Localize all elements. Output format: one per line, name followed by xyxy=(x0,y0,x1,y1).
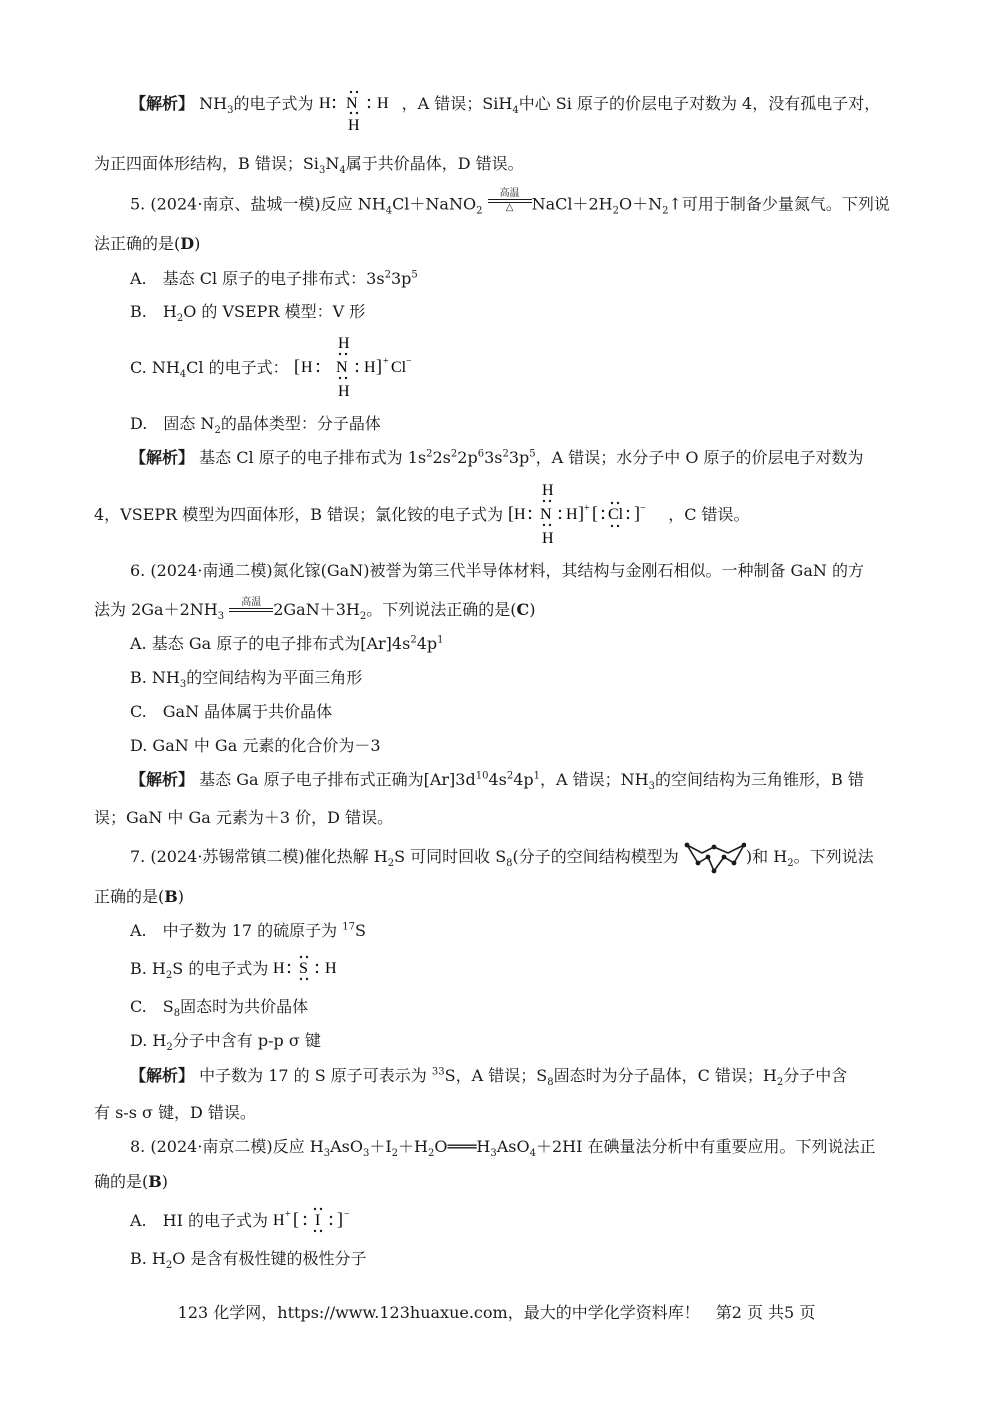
svg-text:H: H xyxy=(273,959,285,977)
q7-option-d: D. $H_2$分子中含有 p-p σ 键 xyxy=(130,1031,321,1054)
q8-option-a: A. HI 的电子式为 H + [ I ] − xyxy=(130,1210,373,1233)
q5-stem-line1: 5. (2024·南京、盐城一模)反应 $NH_4Cl+NaNO_2$ 高温 △ $NaCl+2H_2O+N_2↑$可用于制备少量氮气。下列说 xyxy=(130,188,890,217)
analysis-q5-line1: 【解析】 基态 Cl 原子的电子排布式为 $1s^22s^22p^63s^23p^5$，A 错误；水分子中 O 原子的价层电子对数为 xyxy=(130,448,864,467)
svg-text:I: I xyxy=(315,1211,321,1229)
q6-option-b: B. $NH_3$的空间结构为平面三角形 xyxy=(130,668,363,691)
analysis-q6-line2: 误；GaN 中 Ga 元素为＋3 价，D 错误。 xyxy=(94,808,394,827)
analysis-q7-line1: 【解析】 中子数为 17 的 S 原子可表示为 $^{33}$S，A 错误；$S_8$固态时为分子晶体，C 错误；$H_2$分子中含 xyxy=(130,1066,848,1089)
svg-text:H: H xyxy=(318,94,331,112)
svg-text:S: S xyxy=(299,959,309,977)
svg-text:[: [ xyxy=(293,1208,300,1229)
s8-crown-model-icon xyxy=(684,841,746,875)
svg-text:N: N xyxy=(540,505,552,523)
svg-text:−: − xyxy=(640,502,646,514)
h2s-lewis-structure xyxy=(273,959,345,981)
svg-text:H: H xyxy=(363,358,376,376)
q6-stem-line2: 法为 $2Ga+2NH_3$ 高温 $2GaN+3H_2$。下列说法正确的是(C) xyxy=(94,596,536,623)
analysis-label: 【解析】 xyxy=(130,94,195,113)
svg-text:H: H xyxy=(337,334,350,352)
svg-text:]: ] xyxy=(375,355,382,376)
svg-text:+: + xyxy=(584,502,590,514)
svg-text:[: [ xyxy=(293,355,300,376)
svg-text:H: H xyxy=(566,505,578,523)
q6-option-d: D. GaN 中 Ga 元素的化合价为－3 xyxy=(130,736,381,755)
q7-option-b: B. $H_2S$ 的电子式为 H S H xyxy=(130,958,345,981)
svg-text:]: ] xyxy=(337,1208,344,1229)
h2s-electron-formula-icon xyxy=(273,953,345,987)
q5-option-c: C. $NH_4Cl$ 的电子式： H [ H N H ] + Cl − H xyxy=(130,357,424,380)
svg-text:+: + xyxy=(285,1208,291,1220)
svg-text:H: H xyxy=(347,116,360,134)
svg-text:H: H xyxy=(542,481,554,499)
ammonium-chloride-electron-formula-icon xyxy=(508,481,668,547)
svg-text:Cl: Cl xyxy=(390,358,406,376)
nh4cl-electron-formula-icon xyxy=(294,334,424,404)
svg-text:]: ] xyxy=(634,502,641,523)
svg-text:H: H xyxy=(514,505,526,523)
reaction-condition-arrow: 高温 △ xyxy=(488,189,532,213)
svg-text:[: [ xyxy=(592,502,599,523)
q5-option-a: A. 基态 Cl 原子的电子排布式：$3s^23p^5$ xyxy=(130,269,418,288)
analysis-q5-line2: 4，VSEPR 模型为四面体形，B 错误；氯化铵的电子式为 H [ H N H ] + [ Cl ] − H ，C 错误。 xyxy=(94,481,750,547)
q8-stem-line2: 确的是(B) xyxy=(94,1172,169,1191)
q6-answer: C xyxy=(516,600,530,619)
svg-text:H: H xyxy=(542,529,554,547)
s8-crown-structure xyxy=(684,847,746,869)
nh3-lewis-structure xyxy=(318,94,397,134)
q6-option-a: A. 基态 Ga 原子的电子排布式为$[Ar]4s^24p^1$ xyxy=(130,634,444,653)
svg-text:−: − xyxy=(405,355,412,367)
q7-stem-line2: 正确的是(B) xyxy=(94,887,185,906)
q6-stem-line1: 6. (2024·南通二模)氮化镓(GaN)被誉为第三代半导体材料，其结构与金刚石相似。一种制备 GaN 的方 xyxy=(130,561,864,580)
q8-stem-line1: 8. (2024·南京二模)反应 $H_3AsO_3+I_2+H_2O═══H_3AsO_4+2HI$ 在碘量法分析中有重要应用。下列说法正 xyxy=(130,1137,876,1160)
q7-answer: B xyxy=(164,887,178,906)
svg-text:N: N xyxy=(335,358,348,376)
q5-option-b: B. $H_2O$ 的 VSEPR 模型：V 形 xyxy=(130,302,366,325)
page-footer: 123 化学网，https://www.123huaxue.com，最大的中学化学资料库！ 第2 页 共5 页 xyxy=(177,1303,816,1322)
svg-text:Cl: Cl xyxy=(608,505,624,523)
reaction-condition-arrow: 高温 xyxy=(229,598,273,612)
q7-stem-line1: 7. (2024·苏锡常镇二模)催化热解 $H_2S$ 可同时回收 $S_8$(分子的空间结构模型为 )和 $H_2$。下列说法 xyxy=(130,846,874,869)
q6-option-c: C. GaN 晶体属于共价晶体 xyxy=(130,702,333,721)
svg-text:H: H xyxy=(300,358,313,376)
q7-option-c: C. $S_8$固态时为共价晶体 xyxy=(130,997,309,1020)
svg-text:N: N xyxy=(345,94,358,112)
svg-text:]: ] xyxy=(578,502,585,523)
q8-option-b: B. $H_2O$ 是含有极性键的极性分子 xyxy=(130,1249,367,1272)
q5-stem-line2: 法正确的是(D) xyxy=(94,234,201,253)
hi-electron-formula-icon xyxy=(273,1205,373,1239)
svg-text:−: − xyxy=(344,1208,350,1220)
svg-text:H: H xyxy=(325,959,337,977)
q8-answer: B xyxy=(148,1172,162,1191)
hi-lewis-structure xyxy=(273,1208,373,1233)
nh4cl-lewis-structure xyxy=(293,334,424,400)
nh4cl-lewis-full-structure xyxy=(508,481,668,547)
svg-text:[: [ xyxy=(508,502,515,523)
nh3-electron-formula-icon xyxy=(319,88,397,134)
q5-option-d: D. 固态 $N_2$的晶体类型：分子晶体 xyxy=(130,414,381,437)
svg-text:H: H xyxy=(273,1211,285,1229)
svg-text:H: H xyxy=(337,382,350,400)
svg-text:H: H xyxy=(376,94,389,112)
svg-text:+: + xyxy=(382,355,389,367)
analysis-q6-line1: 【解析】 基态 Ga 原子电子排布式正确为$[Ar]3d^{10}4s^24p^1$，A 错误；$NH_3$的空间结构为三角锥形，B 错 xyxy=(130,770,864,793)
analysis-q7-line2: 有 s-s σ 键，D 错误。 xyxy=(94,1103,256,1122)
analysis-q4-line2: 为正四面体形结构，B 错误；$Si_3N_4$属于共价晶体，D 错误。 xyxy=(94,154,524,177)
q7-option-a: A. 中子数为 17 的硫原子为 $^{17}$S xyxy=(130,921,366,940)
q5-answer: D xyxy=(180,234,195,253)
analysis-q4-line1: 【解析】 $NH_3$的电子式为 H N H H ，A 错误；SiH$_4$中心 Si 原子的价层电子对数为 4，没有孤电子对， xyxy=(130,93,880,116)
